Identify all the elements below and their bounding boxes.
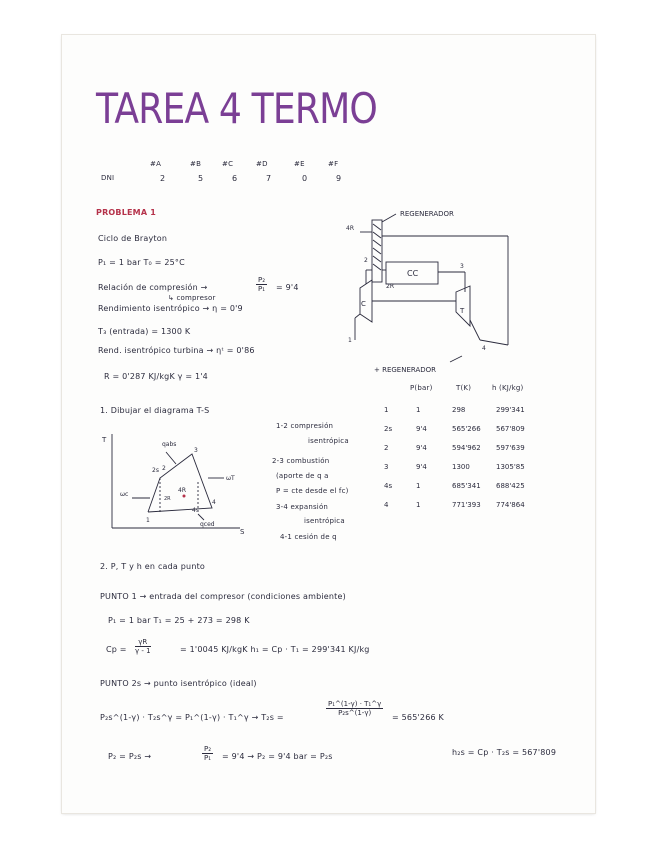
note-line: 4-1 cesión de q <box>280 533 337 541</box>
ts-point-3: 3 <box>194 447 198 454</box>
point-4r-dot <box>183 495 186 498</box>
t-axis-label: T <box>102 436 107 444</box>
section2-heading: 2. P, T y h en cada punto <box>100 562 206 571</box>
ts-diagram <box>100 430 260 540</box>
table-cell: 688'425 <box>496 481 525 490</box>
table-cell: 771'393 <box>452 500 481 509</box>
table-row <box>384 476 546 495</box>
table-row <box>384 495 546 514</box>
dni-header-a: #A <box>150 160 162 168</box>
wt-label: ωT <box>226 475 235 482</box>
dni-header-e: #E <box>294 160 305 168</box>
note-line: isentrópica <box>308 437 349 445</box>
ratio-numerator: P₂ <box>258 276 266 284</box>
ts-point-2s: 2s <box>152 467 159 474</box>
table-cell: 1305'85 <box>496 462 525 471</box>
cp-label: Cp = <box>106 645 127 654</box>
dni-header-b: #B <box>190 160 202 168</box>
punto2s-description: PUNTO 2s → punto isentrópico (ideal) <box>100 679 257 688</box>
isentropic-root-fraction <box>326 700 383 717</box>
brayton-schematic <box>330 200 520 375</box>
ratio-denominator: P₁ <box>258 285 266 293</box>
p2-denominator: P₁ <box>204 754 212 762</box>
ts-point-2r: 2R <box>164 496 171 502</box>
cp-fraction <box>135 638 151 655</box>
compression-ratio-value: = 9'4 <box>276 283 299 292</box>
table-cell: 9'4 <box>416 443 427 452</box>
qced-label: qced <box>200 521 215 528</box>
table-cell: 597'639 <box>496 443 525 452</box>
point-4r-label: 4R <box>346 225 354 232</box>
conditions: P₁ = 1 bar T₀ = 25°C <box>98 258 185 267</box>
table-cell: 565'266 <box>452 424 481 433</box>
compression-ratio-label: Relación de compresión → <box>98 283 208 292</box>
table-row <box>384 438 546 457</box>
table-header-t: T(K) <box>456 384 472 392</box>
table-cell: 1 <box>416 405 421 414</box>
p2-numerator: P₂ <box>204 745 212 753</box>
table-cell: 2 <box>384 443 389 452</box>
note-line: (aporte de q a <box>276 472 329 480</box>
s-axis-label: S <box>240 528 245 536</box>
table-cell: 1 <box>416 500 421 509</box>
table-cell: 4 <box>384 500 389 509</box>
table-header-p: P(bar) <box>410 384 433 392</box>
point-4-label: 4 <box>482 345 486 352</box>
dni-value-e: 0 <box>302 174 308 183</box>
cp-result: = 1'0045 KJ/kgK h₁ = Cp · T₁ = 299'341 KJ/kg <box>180 645 370 654</box>
note-line: 1-2 compresión <box>276 422 334 430</box>
wc-label: ωc <box>120 491 129 498</box>
compressor-note: ↳ compresor <box>168 294 216 302</box>
punto1-description: PUNTO 1 → entrada del compresor (condiciones ambiente) <box>100 592 346 601</box>
table-cell: 3 <box>384 462 389 471</box>
cc-label: CC <box>407 269 419 278</box>
table-header-h: h (KJ/kg) <box>492 384 524 392</box>
cycle-name: Ciclo de Brayton <box>98 234 168 243</box>
p2-fraction <box>202 745 213 762</box>
section1-heading: 1. Dibujar el diagrama T-S <box>100 406 210 415</box>
problem-heading: PROBLEMA 1 <box>96 208 156 217</box>
regenerator-label-2: + REGENERADOR <box>374 366 437 374</box>
regenerator-label: REGENERADOR <box>400 210 454 218</box>
compression-ratio-fraction <box>256 276 267 293</box>
table-cell: 685'341 <box>452 481 481 490</box>
cp-denominator: γ - 1 <box>135 647 151 655</box>
h2s-result: h₂s = Cp · T₂s = 567'809 <box>452 748 557 757</box>
isentropic-efficiency: Rendimiento isentrópico → η = 0'9 <box>98 304 243 313</box>
dni-value-c: 6 <box>232 174 238 183</box>
dni-value-d: 7 <box>266 174 272 183</box>
table-cell: 567'809 <box>496 424 525 433</box>
dni-value-a: 2 <box>160 174 166 183</box>
root-numerator: P₁^(1-γ) · T₁^γ <box>328 700 382 708</box>
dni-header-c: #C <box>222 160 234 168</box>
ts-point-2: 2 <box>162 465 166 472</box>
table-cell: 1300 <box>452 462 470 471</box>
isentropic-relation: P₂s^(1-γ) · T₂s^γ = P₁^(1-γ) · T₁^γ → T₂s = <box>100 713 284 722</box>
dni-header-d: #D <box>256 160 268 168</box>
table-row <box>384 457 546 476</box>
note-line: 2-3 combustión <box>272 457 330 465</box>
table-cell: 1 <box>384 405 389 414</box>
state-table <box>384 400 546 514</box>
dni-header-f: #F <box>328 160 339 168</box>
ts-point-1: 1 <box>146 517 150 524</box>
dni-value-f: 9 <box>336 174 342 183</box>
table-cell: 1 <box>416 481 421 490</box>
turbine-shape <box>456 286 470 326</box>
ts-point-4: 4 <box>212 499 216 506</box>
point-2-label: 2 <box>364 257 368 264</box>
table-cell: 4s <box>384 481 393 490</box>
note-line: P = cte desde el fc) <box>276 487 349 495</box>
p2-equals: P₂ = P₂s → <box>108 752 152 761</box>
point-2r-label: 2R <box>386 283 394 290</box>
table-cell: 298 <box>452 405 466 414</box>
note-line: 3-4 expansión <box>276 503 329 511</box>
compressor-label: C <box>361 300 366 308</box>
t3-inlet: T₃ (entrada) = 1300 K <box>98 327 191 336</box>
table-cell: 299'341 <box>496 405 525 414</box>
ts-point-4r: 4R <box>178 487 186 494</box>
table-cell: 9'4 <box>416 424 427 433</box>
punto1-values: P₁ = 1 bar T₁ = 25 + 273 = 298 K <box>108 616 250 625</box>
turbine-efficiency: Rend. isentrópico turbina → ηᵗ = 0'86 <box>98 346 255 355</box>
dni-value-b: 5 <box>198 174 204 183</box>
turbine-label: T <box>460 307 465 315</box>
cp-numerator: γR <box>135 638 151 647</box>
ts-point-4s: 4s <box>192 507 199 514</box>
table-row <box>384 419 546 438</box>
r-gamma: R = 0'287 KJ/kgK γ = 1'4 <box>104 372 208 381</box>
p2-result: = 9'4 → P₂ = 9'4 bar = P₂s <box>222 752 333 761</box>
point-1-label: 1 <box>348 337 352 344</box>
page-title: TAREA 4 TERMO <box>96 84 377 133</box>
note-line: isentrópica <box>304 517 345 525</box>
cycle-path <box>148 454 212 512</box>
t2s-result: = 565'266 K <box>392 713 444 722</box>
table-cell: 594'962 <box>452 443 481 452</box>
table-row <box>384 400 546 419</box>
qabs-label: qabs <box>162 441 177 448</box>
table-cell: 774'864 <box>496 500 525 509</box>
table-cell: 9'4 <box>416 462 427 471</box>
point-3-label: 3 <box>460 263 464 270</box>
table-cell: 2s <box>384 424 393 433</box>
root-denominator: P₂s^(1-γ) <box>338 709 372 717</box>
dni-label: DNI <box>101 174 115 182</box>
